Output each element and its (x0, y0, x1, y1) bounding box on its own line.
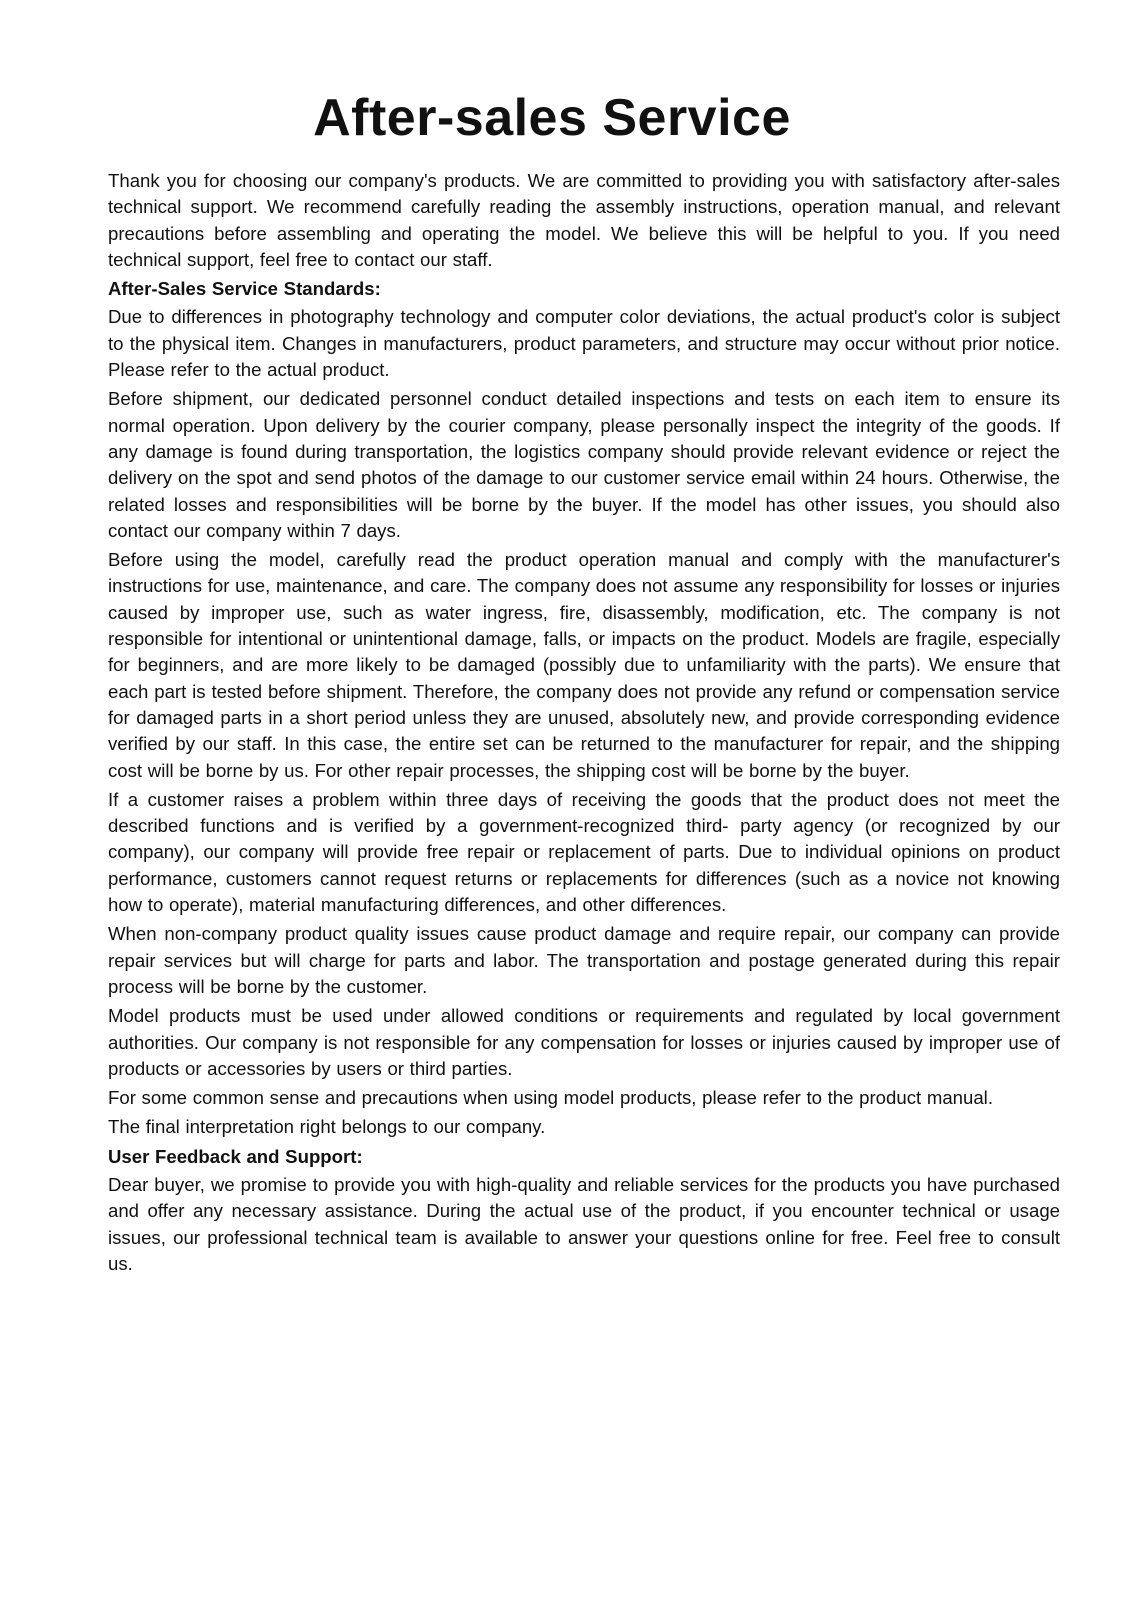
paragraph-three-day-policy: If a customer raises a problem within three days of receiving the goods that the product does not meet the described functions and is verified by a government-recognized third- party agency (or recognized by our company), our company will provide free repair or replacement of parts. Due to individual opinions on product performance, customers cannot request returns or replacements for differences (such as a novice not knowing how to operate), material manufacturing differences, and other differences. (108, 788, 1060, 916)
paragraph-shipment-inspection: Before shipment, our dedicated personnel conduct detailed inspections and tests on each item to ensure its normal operation. Upon delivery by the courier company, please personally inspect the integrity of the goods. If any damage is found during transportation, the logistics company should provide relevant evidence or reject the delivery on the spot and send photos of the damage to our customer service email within 24 hours. Otherwise, the related losses and responsibilities will be borne by the buyer. If the model has other issues, you should also contact our company within 7 days. (108, 388, 1060, 541)
page-title: After-sales Service (313, 89, 791, 147)
paragraph-regulations: Model products must be used under allowed conditions or requirements and regulated by local government authorities. Our company is not responsible for any compensation for losses or injuries caused by improper use of products or accessories by users or third parties. (108, 1005, 1060, 1079)
paragraph-final-interpretation: The final interpretation right belongs to our company. (108, 1116, 546, 1138)
paragraph-manual-reference: For some common sense and precautions when using model products, please refer to the product manual. (108, 1087, 993, 1109)
intro-paragraph: Thank you for choosing our company's products. We are committed to providing you with satisfactory after-sales technical support. We recommend carefully reading the assembly instructions, operation manual, and relevant precautions before assembling and operating the model. We believe this will be helpful to you. If you need technical support, feel free to contact our staff. (108, 170, 1060, 270)
paragraph-usage-responsibility: Before using the model, carefully read the product operation manual and comply with the manufacturer's instructions for use, maintenance, and care. The company does not assume any responsibility for losses or injuries caused by improper use, such as water ingress, fire, disassembly, modification, etc. The company is not responsible for intentional or unintentional damage, falls, or impacts on the product. Models are fragile, especially for beginners, and are more likely to be damaged (possibly due to unfamiliarity with the parts). We ensure that each part is tested before shipment. Therefore, the company does not provide any refund or compensation service for damaged parts in a short period unless they are unused, absolutely new, and provide corresponding evidence verified by our staff. In this case, the entire set can be returned to the manufacturer for repair, and the shipping cost will be borne by us. For other repair processes, the shipping cost will be borne by the buyer. (108, 549, 1060, 781)
section-heading-standards: After-Sales Service Standards: (108, 278, 381, 300)
paragraph-feedback-support: Dear buyer, we promise to provide you with high-quality and reliable services for the products you have purchased and offer any necessary assistance. During the actual use of the product, if you encounter technical or usage issues, our professional technical team is available to answer your questions online for free. Feel free to consult us. (108, 1173, 1060, 1274)
paragraph-paid-repair: When non-company product quality issues cause product damage and require repair, our company can provide repair services but will charge for parts and labor. The transportation and postage generated during this repair process will be borne by the customer. (108, 923, 1060, 997)
document-page (108, 82, 1060, 1280)
section-heading-feedback: User Feedback and Support: (108, 1145, 363, 1167)
paragraph-color-notice: Due to differences in photography technology and computer color deviations, the actual product's color is subject to the physical item. Changes in manufacturers, product parameters, and structure may occur without prior notice. Please refer to the actual product. (108, 306, 1060, 381)
